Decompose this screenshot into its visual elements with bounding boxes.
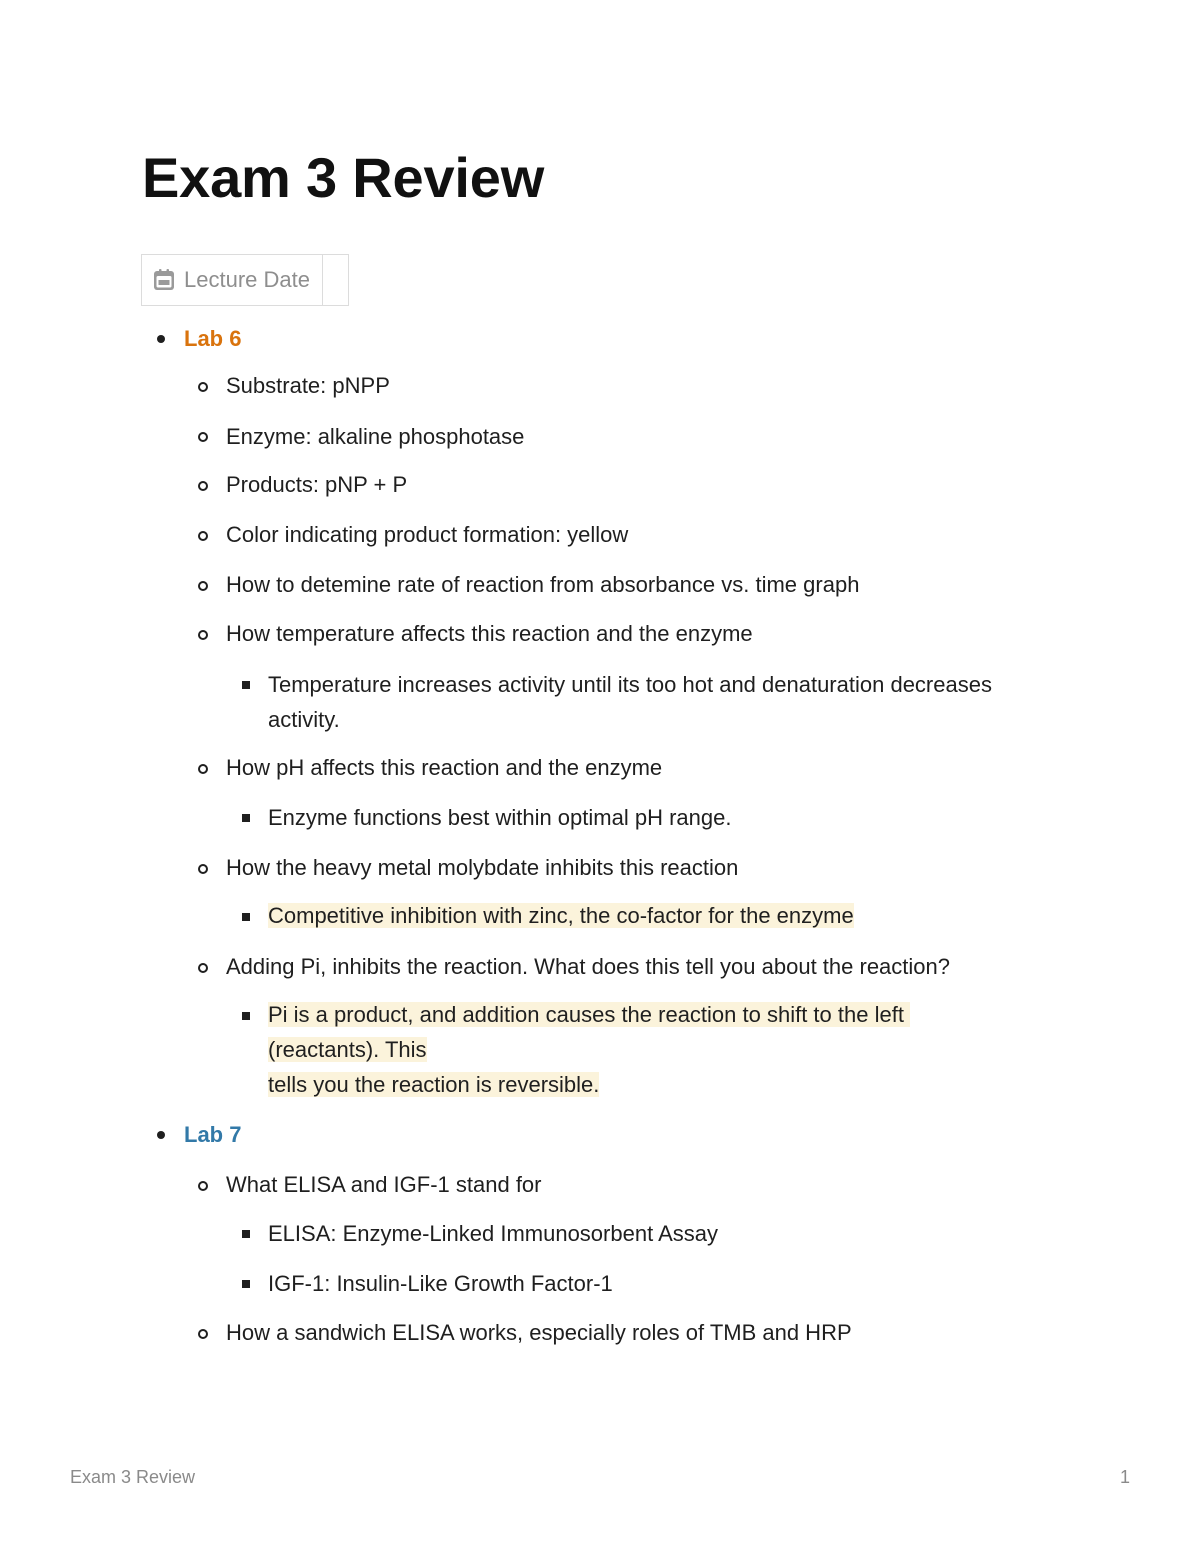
property-lecture-date[interactable] [142,255,323,305]
list-item: Adding Pi, inhibits the reaction. What does this tell you about the reaction? [226,954,950,979]
property-label: Lecture Date [184,267,310,292]
property-value[interactable] [323,255,348,305]
list-item: Substrate: pNPP [226,373,390,398]
list-item-answer-continued: tells you the reaction is reversible. [268,1072,600,1097]
list-item-answer-continued: (reactants). This [268,1037,427,1062]
bullet-square [242,913,250,921]
page-number: 1 [1119,1467,1130,1487]
bullet-ring [198,630,208,640]
bullet-dot [157,335,165,343]
bullet-ring [198,764,208,774]
list-item: Color indicating product formation: yellow [226,522,629,547]
bullet-square [242,814,250,822]
lab6-heading: Lab 6 [184,326,242,351]
bullet-square [242,1230,250,1238]
list-item: How the heavy metal molybdate inhibits this reaction [226,855,739,880]
list-item: How a sandwich ELISA works, especially roles of TMB and HRP [226,1320,852,1345]
property-table [141,254,349,306]
list-item-answer-highlighted: Competitive inhibition with zinc, the co-factor for the enzyme [268,903,854,928]
list-item-answer: ELISA: Enzyme-Linked Immunosorbent Assay [268,1221,718,1246]
bullet-ring [198,1181,208,1191]
bullet-dot [157,1131,165,1139]
bullet-ring [198,531,208,541]
bullet-square [242,681,250,689]
bullet-square [242,1012,250,1020]
footer-title: Exam 3 Review [70,1467,196,1487]
bullet-ring [198,963,208,973]
list-item: How pH affects this reaction and the enzyme [226,755,663,780]
list-item-answer-continued: activity. [268,707,340,732]
list-item: Products: pNP + P [226,472,408,497]
calendar-icon [153,269,175,291]
lab7-heading: Lab 7 [184,1122,242,1147]
bullet-square [242,1280,250,1288]
bullet-ring [198,864,208,874]
list-item-answer: Temperature increases activity until its too hot and denaturation decreases [268,672,992,697]
list-item: Enzyme: alkaline phosphotase [226,424,525,449]
list-item: What ELISA and IGF-1 stand for [226,1172,542,1197]
list-item: How to detemine rate of reaction from absorbance vs. time graph [226,572,860,597]
bullet-ring [198,1329,208,1339]
list-item-answer: Enzyme functions best within optimal pH range. [268,805,732,830]
bullet-ring [198,382,208,392]
list-item: How temperature affects this reaction and the enzyme [226,621,753,646]
list-item-answer: IGF-1: Insulin-Like Growth Factor-1 [268,1271,613,1296]
bullet-ring [198,432,208,442]
page-title: Exam 3 Review [142,146,545,209]
list-item-answer-highlighted: Pi is a product, and addition causes the reaction to shift to the left [268,1002,911,1027]
bullet-ring [198,481,208,491]
bullet-ring [198,581,208,591]
